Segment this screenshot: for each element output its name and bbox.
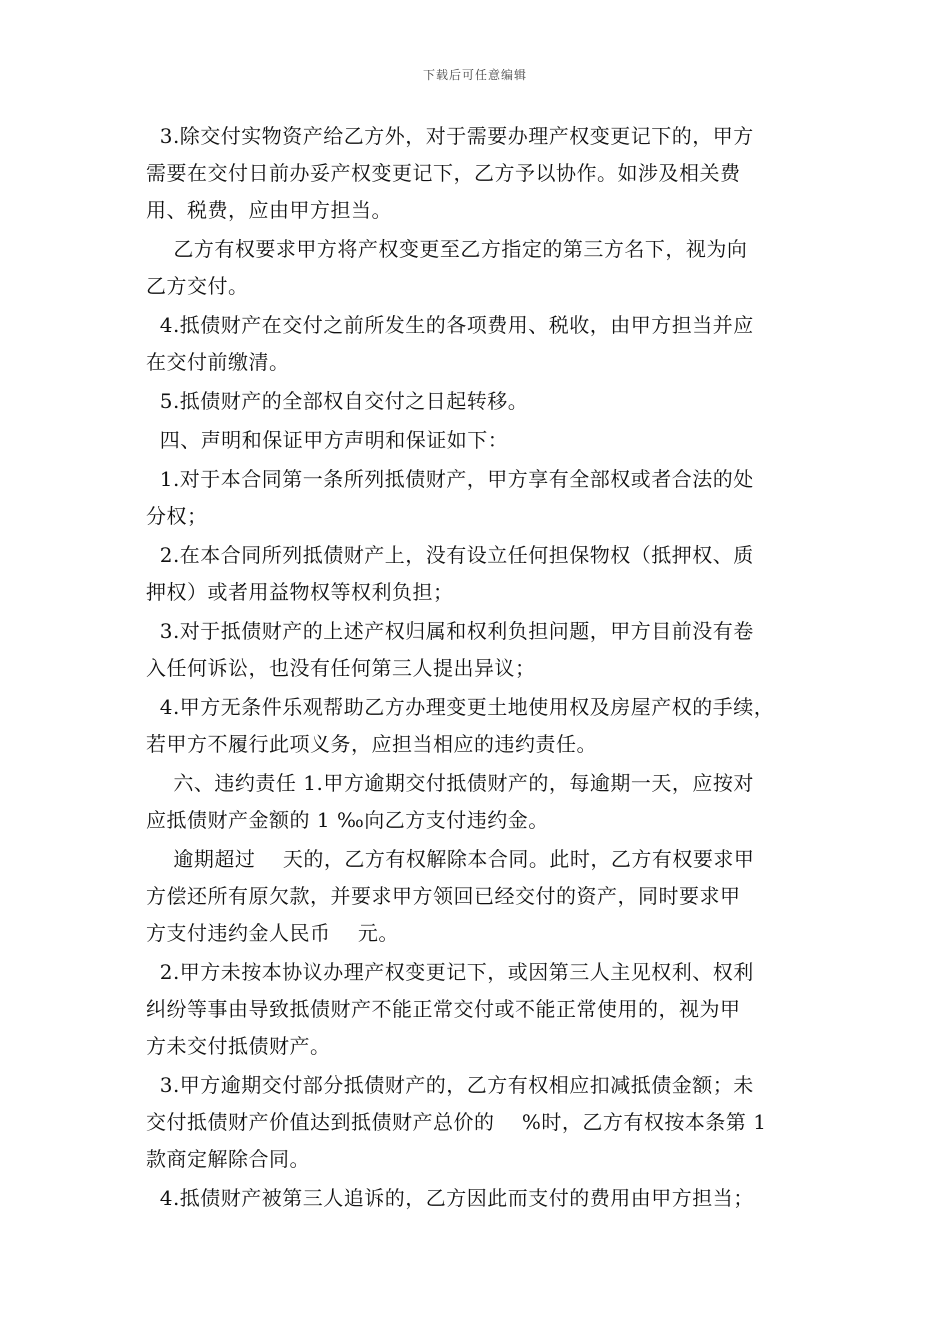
paragraph — [146, 383, 814, 420]
text-line: 交付抵债财产价值达到抵债财产总价的 %时，乙方有权按本条第 1 — [146, 1110, 767, 1134]
text-line: 在交付前缴清。 — [146, 350, 290, 374]
paragraph — [146, 765, 814, 839]
text-line: 需要在交付日前办妥产权变更记下，乙方予以协作。如涉及相关费 — [146, 161, 741, 185]
paragraph — [146, 841, 814, 952]
text-line: 3.对于抵债财产的上述产权归属和权利负担问题，甲方目前没有卷 — [146, 619, 754, 643]
document-body — [146, 118, 814, 1219]
paragraph — [146, 954, 814, 1065]
text-line: 应抵债财产金额的 1 ‰向乙方支付违约金。 — [146, 808, 549, 832]
paragraph — [146, 689, 814, 763]
text-line: 4.抵债财产在交付之前所发生的各项费用、税收，由甲方担当并应 — [146, 313, 754, 337]
text-line: 方支付违约金人民币 元。 — [146, 921, 399, 945]
text-line: 1.对于本合同第一条所列抵债财产，甲方享有全部权或者合法的处 — [146, 467, 754, 491]
text-line: 方偿还所有原欠款，并要求甲方领回已经交付的资产，同时要求甲 — [146, 884, 741, 908]
text-line: 纠纷等事由导致抵债财产不能正常交付或不能正常使用的，视为甲 — [146, 997, 741, 1021]
text-line: 四、声明和保证甲方声明和保证如下： — [146, 428, 509, 452]
page-header: 下载后可任意编辑 — [422, 68, 527, 82]
text-line: 乙方有权要求甲方将产权变更至乙方指定的第三方名下，视为向 — [146, 237, 748, 261]
text-line: 六、违约责任 1.甲方逾期交付抵债财产的，每逾期一天，应按对 — [146, 771, 754, 795]
text-line: 押权）或者用益物权等权利负担； — [146, 580, 454, 604]
text-line: 乙方交付。 — [146, 274, 249, 298]
paragraph — [146, 461, 814, 535]
paragraph — [146, 231, 814, 305]
paragraph — [146, 422, 814, 459]
paragraph — [146, 118, 814, 229]
paragraph — [146, 613, 814, 687]
text-line: 4.甲方无条件乐观帮助乙方办理变更土地使用权及房屋产权的手续， — [146, 695, 775, 719]
text-line: 3.除交付实物资产给乙方外，对于需要办理产权变更记下的，甲方 — [146, 124, 754, 148]
text-line: 5.抵债财产的全部权自交付之日起转移。 — [146, 389, 529, 413]
text-line: 2.甲方未按本协议办理产权变更记下，或因第三人主见权利、权利 — [146, 960, 754, 984]
paragraph — [146, 1067, 814, 1178]
text-line: 方未交付抵债财产。 — [146, 1034, 331, 1058]
paragraph — [146, 537, 814, 611]
text-line: 款商定解除合同。 — [146, 1147, 310, 1171]
text-line: 分权； — [146, 504, 208, 528]
text-line: 入任何诉讼，也没有任何第三人提出异议； — [146, 656, 536, 680]
text-line: 2.在本合同所列抵债财产上，没有设立任何担保物权（抵押权、质 — [146, 543, 754, 567]
paragraph — [146, 1180, 814, 1217]
text-line: 用、税费，应由甲方担当。 — [146, 198, 392, 222]
text-line: 4.抵债财产被第三人追诉的，乙方因此而支付的费用由甲方担当； — [146, 1186, 754, 1210]
text-line: 3.甲方逾期交付部分抵债财产的，乙方有权相应扣减抵债金额；未 — [146, 1073, 754, 1097]
text-line: 若甲方不履行此项义务，应担当相应的违约责任。 — [146, 732, 597, 756]
text-line: 逾期超过 天的，乙方有权解除本合同。此时，乙方有权要求甲 — [146, 847, 755, 871]
paragraph — [146, 307, 814, 381]
